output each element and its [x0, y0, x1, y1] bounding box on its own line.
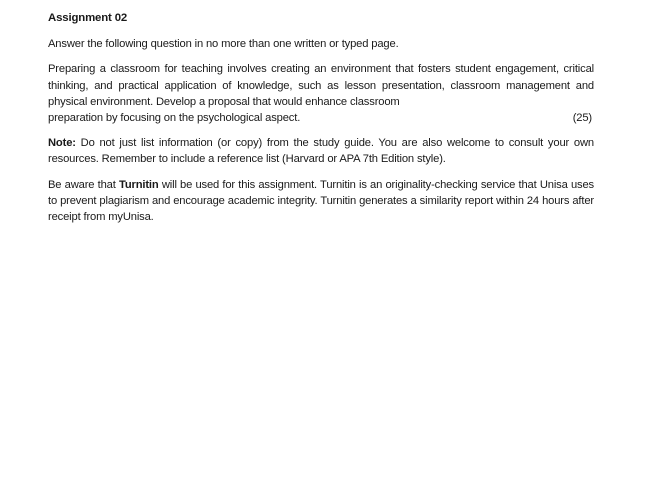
note-label: Note: — [48, 137, 76, 150]
turnitin-prefix: Be aware that — [48, 178, 119, 191]
assignment-title: Assignment 02 — [48, 12, 128, 24]
instruction-text: Answer the following question in no more than one written or typed page. — [48, 38, 399, 51]
document-page — [48, 10, 594, 234]
turnitin-bold: Turnitin — [118, 178, 159, 191]
note-paragraph — [48, 135, 594, 167]
question-last-line-text: preparation by focusing on the psychological aspect. — [48, 112, 301, 125]
note-text: Do not just list information (or copy) from the study guide. You are also welcome to consult your own resources. Remember to include a reference list (Harvard or APA 7th Edition style). — [48, 137, 594, 166]
turnitin-paragraph — [48, 177, 594, 226]
question-text: Preparing a classroom for teaching involves creating an environment that fosters student engagement, critical thinking, and practical application of knowledge, such as lesson presentation, classroom management and physical environment. Develop a proposal that would enhance classroom — [48, 63, 594, 108]
question-last-line — [48, 110, 594, 126]
turnitin-text: will be used for this assignment. Turnitin is an originality-checking service that Unisa uses to prevent plagiarism and encourage academic integrity. Turnitin generates a similarity report within 24 hours after receipt from myUnisa. — [48, 178, 594, 224]
question-paragraph — [48, 61, 594, 110]
marks-label: (25) — [572, 112, 592, 125]
